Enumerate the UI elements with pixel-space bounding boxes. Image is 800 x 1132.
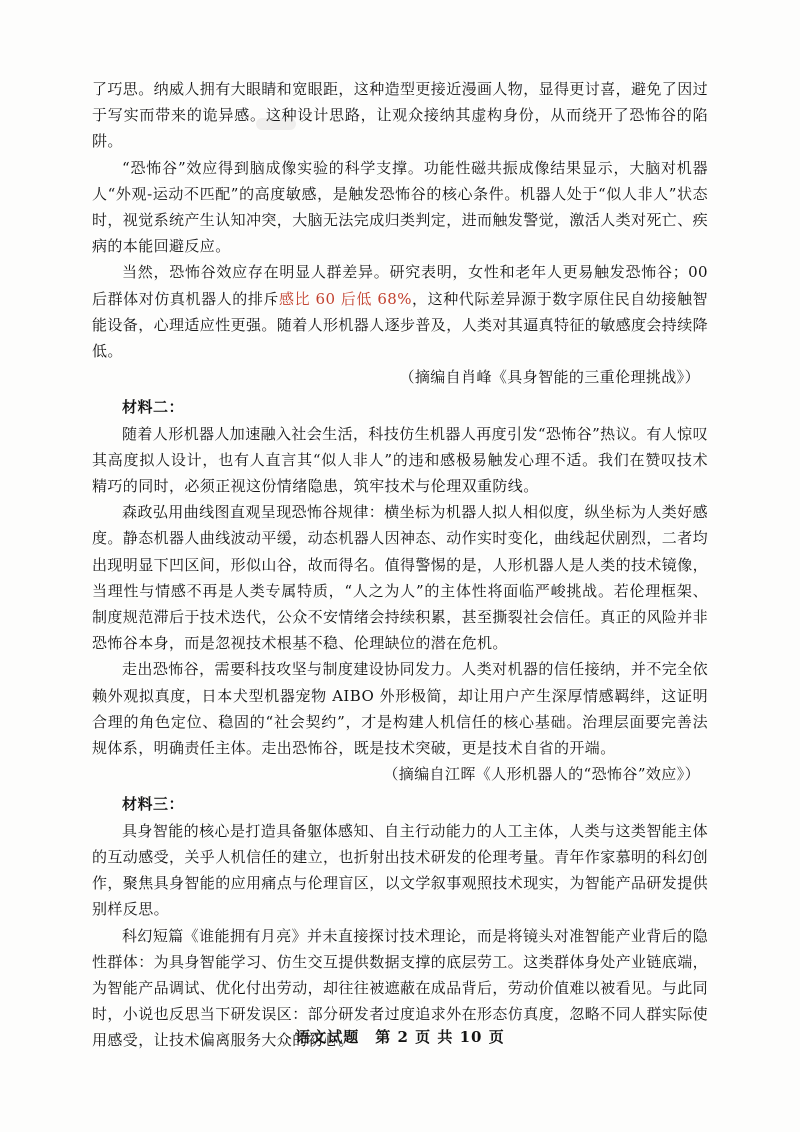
highlighted-text: 感比 60 后低 68%: [279, 289, 412, 308]
paragraph: 具身智能的核心是打造具备躯体感知、自主行动能力的人工主体，人类与这类智能主体的互动感受，关乎人机信任的建立，也折射出技术研发的伦理考量。青年作家慕明的科幻创作，聚焦具身智能的应用痛点与伦理盲区，以文学叙事观照技术现实，为智能产品研发提供别样反思。: [92, 821, 709, 919]
paragraph: “恐怖谷”效应得到脑成像实验的科学支撑。功能性磁共振成像结果显示，大脑对机器人“外观-运动不匹配”的高度敏感，是触发恐怖谷的核心条件。机器人处于“似人非人”状态时，视觉系统产生认知冲突，大脑无法完成归类判定，进而触发警觉，激活人类对死亡、疾病的本能回避反应。: [92, 158, 709, 256]
page-number-text: 语文试题 第 2 页 共 10 页: [295, 1028, 505, 1046]
paragraph: 森政弘用曲线图直观呈现恐怖谷规律：横坐标为机器人拟人相似度，纵坐标为人类好感度。静态机器人曲线波动平缓，动态机器人因神态、动作实时变化，曲线起伏剧烈，二者均出现明显下凹区间，形似山谷，故而得名。值得警惕的是，人形机器人是人类的技术镜像，当理性与情感不再是人类专属特质，“人之为人”的主体性将面临严峻挑战。若伦理框架、制度规范滞后于技术迭代，公众不安情绪会持续积累，甚至撕裂社会信任。真正的风险并非恐怖谷本身，而是忽视技术根基不稳、伦理缺位的潜在危机。: [92, 503, 709, 653]
paragraph: 了巧思。纳威人拥有大眼睛和宽眼距，这种造型更接近漫画人物，显得更讨喜，避免了因过于写实而带来的诡异感。这种设计思路，让观众接纳其虚构身份，从而绕开了恐怖谷的陷阱。: [92, 80, 709, 151]
paragraph-text: ，这种代际差异源于数字原住民自幼接触智能设备，心理适应性更强。随着人形机器人逐步普及，人类对其逼真特征的敏感度会持续降低。: [92, 289, 709, 361]
paragraph: 科幻短篇《谁能拥有月亮》并未直接探讨技术理论，而是将镜头对准智能产业背后的隐性群体：为具身智能学习、仿生交互提供数据支撑的底层劳工。这类群体身处产业链底端，为智能产品调试、优化付出劳动，却往往被遮蔽在成品背后，劳动价值难以被看见。与此同时，小说也反思当下研发误区：部分研发者过度追求外在形态仿真度，忽略不同人群实际使用感受，让技术偏离服务大众的初心。: [92, 926, 709, 1050]
page-footer: [0, 1026, 800, 1047]
page-content: [92, 76, 708, 1054]
paragraph: 走出恐怖谷，需要科技攻坚与制度建设协同发力。人类对机器的信任接纳，并不完全依赖外观拟真度，日本犬型机器宠物 AIBO 外形极简，却让用户产生深厚情感羁绊，这证明合理的角色定位、稳固的“社会契约”，才是构建人机信任的核心基础。治理层面要完善法规体系，明确责任主体。走出恐怖谷，既是技术突破，更是技术自省的开端。: [92, 660, 708, 758]
source-citation: （摘编自江晖《人形机器人的“恐怖谷”效应》）: [383, 765, 700, 784]
section-heading: 材料三：: [122, 795, 185, 814]
section-heading: 材料二：: [122, 398, 185, 417]
source-citation: （摘编自肖峰《具身智能的三重伦理挑战》）: [399, 368, 700, 387]
paragraph: [92, 259, 708, 364]
paragraph-text: 当然，恐怖谷效应存在明显人群差异。研究表明，女性和老年人更易触发恐怖谷；00后群体对仿真机器人的排斥: [92, 263, 708, 308]
paragraph: 随着人形机器人加速融入社会生活，科技仿生机器人再度引发“恐怖谷”热议。有人惊叹其高度拟人设计，也有人直言其“似人非人”的违和感极易触发心理不适。我们在赞叹技术精巧的同时，必须正视这份情绪隐患，筑牢技术与伦理双重防线。: [92, 424, 708, 496]
